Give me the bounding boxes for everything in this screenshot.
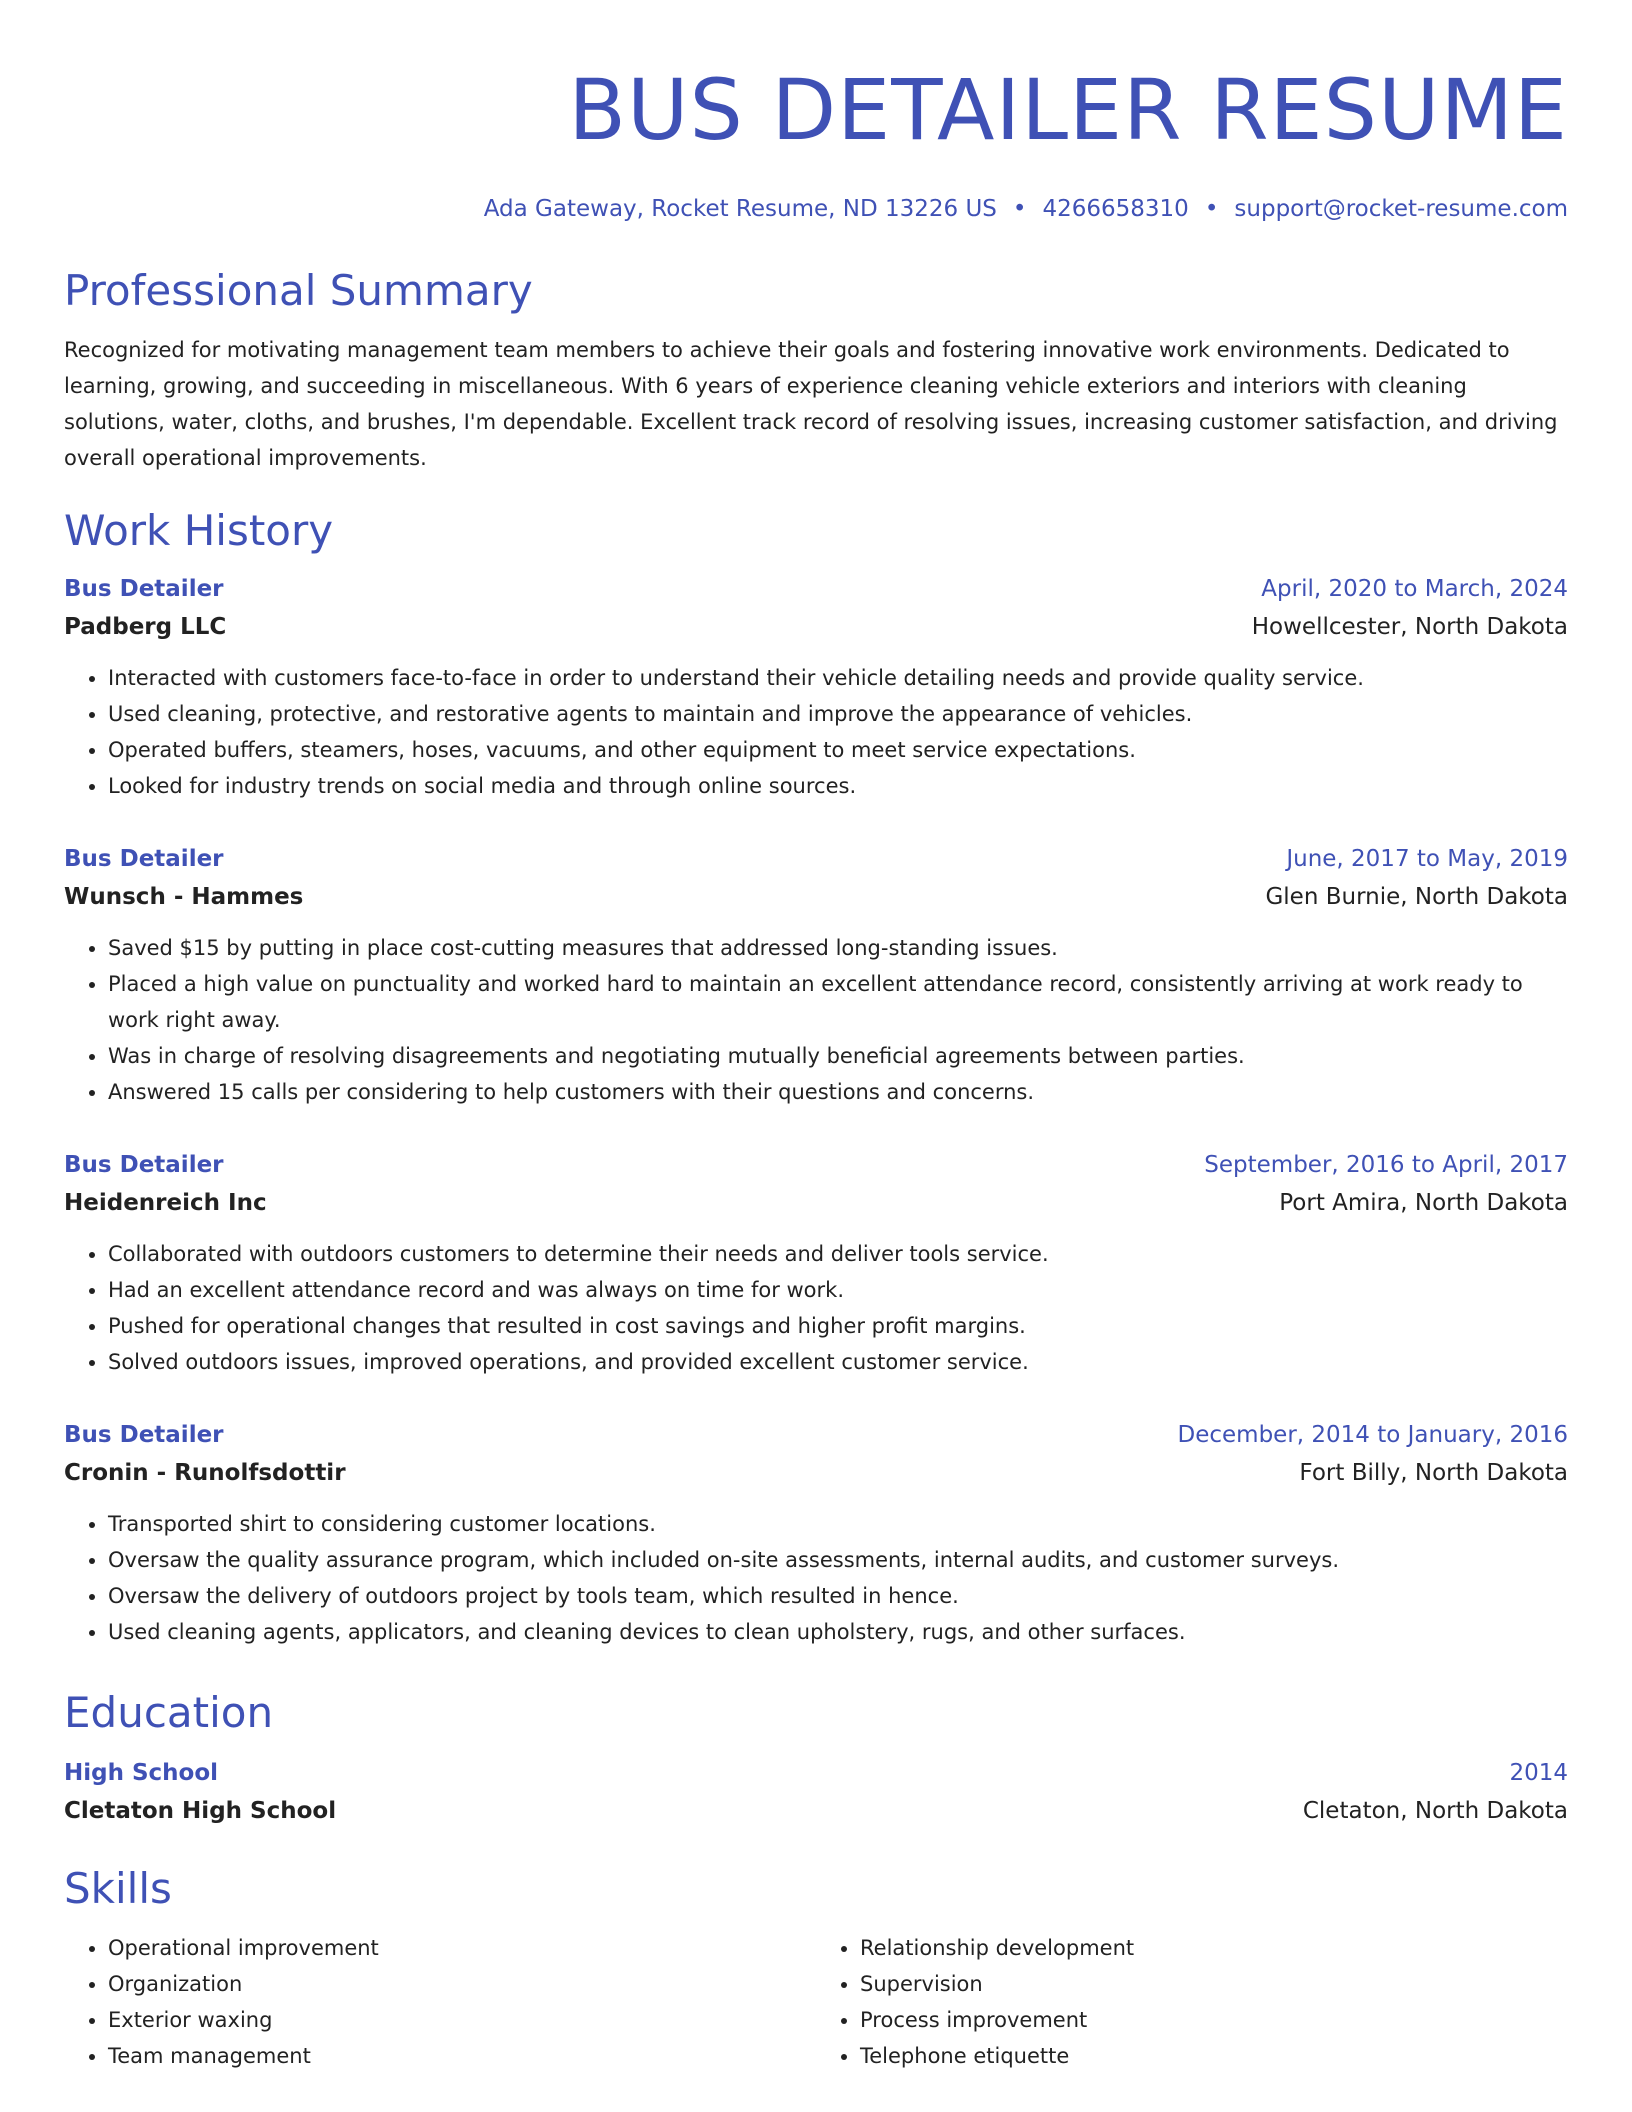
skills-heading: Skills xyxy=(64,1864,172,1913)
skills-column-left xyxy=(64,1930,816,2074)
job-bullet: • Collaborated with outdoors customers to determine their needs and deliver tools service. xyxy=(108,1236,1568,1272)
skill-item: • Supervision xyxy=(860,1966,1568,2002)
job-location: Glen Burnie, North Dakota xyxy=(1265,884,1568,910)
education-year: 2014 xyxy=(1509,1760,1568,1786)
skill-item: • Exterior waxing xyxy=(108,2002,816,2038)
job-entry xyxy=(64,1416,1568,1650)
education-school: Cletaton High School xyxy=(64,1798,337,1824)
job-bullets xyxy=(64,660,1568,804)
job-location: Port Amira, North Dakota xyxy=(1279,1190,1568,1216)
job-company: Heidenreich Inc xyxy=(64,1190,267,1216)
job-company: Cronin - Runolfsdottir xyxy=(64,1460,346,1486)
job-title: Bus Detailer xyxy=(64,576,224,602)
job-bullet: • Pushed for operational changes that resulted in cost savings and higher profit margins. xyxy=(108,1308,1568,1344)
skills-column-right xyxy=(816,1930,1568,2074)
job-bullet: • Was in charge of resolving disagreements and negotiating mutually beneficial agreements between parties. xyxy=(108,1038,1568,1074)
education-heading: Education xyxy=(64,1688,274,1737)
job-entry xyxy=(64,1146,1568,1380)
job-bullet: • Solved outdoors issues, improved operations, and provided excellent customer service. xyxy=(108,1344,1568,1380)
job-company: Padberg LLC xyxy=(64,614,227,640)
skill-item: • Team management xyxy=(108,2038,816,2074)
job-bullets xyxy=(64,930,1568,1110)
job-dates: April, 2020 to March, 2024 xyxy=(1261,576,1568,602)
job-bullet: • Had an excellent attendance record and was always on time for work. xyxy=(108,1272,1568,1308)
skill-item: • Telephone etiquette xyxy=(860,2038,1568,2074)
job-dates: June, 2017 to May, 2019 xyxy=(1286,846,1568,872)
job-bullets xyxy=(64,1506,1568,1650)
summary-heading: Professional Summary xyxy=(64,266,533,315)
work-history-heading: Work History xyxy=(64,506,334,555)
contact-separator: • xyxy=(1012,196,1027,222)
resume-name: BUS DETAILER RESUME xyxy=(568,61,1568,159)
job-location: Fort Billy, North Dakota xyxy=(1299,1460,1568,1486)
job-bullet: • Placed a high value on punctuality and worked hard to maintain an excellent attendance record, consistently arriving at work ready to work right away. xyxy=(108,966,1568,1038)
job-bullet: • Interacted with customers face-to-face in order to understand their vehicle detailing needs and provide quality service. xyxy=(108,660,1568,696)
skill-item: • Organization xyxy=(108,1966,816,2002)
job-bullet: • Oversaw the quality assurance program, which included on-site assessments, internal audits, and customer surveys. xyxy=(108,1542,1568,1578)
job-bullet: • Looked for industry trends on social media and through online sources. xyxy=(108,768,1568,804)
summary-text: Recognized for motivating management team members to achieve their goals and fostering innovative work environments. Dedicated to learning, growing, and succeeding in miscellaneous. With 6 years of experience cleaning vehicle exteriors and interiors with cleaning solutions, water, cloths, and brushes, I'm dependable. Excellent track record of resolving issues, increasing customer satisfaction, and driving overall operational improvements. xyxy=(64,338,1558,470)
job-title: Bus Detailer xyxy=(64,1152,224,1178)
education-location: Cletaton, North Dakota xyxy=(1302,1798,1568,1824)
education-entry xyxy=(64,1754,1568,1830)
job-title: Bus Detailer xyxy=(64,846,224,872)
education-degree: High School xyxy=(64,1760,219,1786)
job-company: Wunsch - Hammes xyxy=(64,884,304,910)
job-bullet: • Used cleaning, protective, and restorative agents to maintain and improve the appearance of vehicles. xyxy=(108,696,1568,732)
contact-separator: • xyxy=(1204,196,1219,222)
job-dates: December, 2014 to January, 2016 xyxy=(1177,1422,1568,1448)
job-location: Howellcester, North Dakota xyxy=(1251,614,1568,640)
contact-email: support@rocket-resume.com xyxy=(1234,196,1568,222)
skill-item: • Operational improvement xyxy=(108,1930,816,1966)
skill-item: • Relationship development xyxy=(860,1930,1568,1966)
job-bullet: • Saved $15 by putting in place cost-cutting measures that addressed long-standing issues. xyxy=(108,930,1568,966)
job-title: Bus Detailer xyxy=(64,1422,224,1448)
resume-header xyxy=(64,60,1568,222)
job-entry xyxy=(64,840,1568,1110)
job-bullet: • Answered 15 calls per considering to help customers with their questions and concerns. xyxy=(108,1074,1568,1110)
contact-line xyxy=(64,196,1568,222)
job-bullet: • Transported shirt to considering customer locations. xyxy=(108,1506,1568,1542)
job-bullet: • Used cleaning agents, applicators, and cleaning devices to clean upholstery, rugs, and other surfaces. xyxy=(108,1614,1568,1650)
contact-address: Ada Gateway, Rocket Resume, ND 13226 US xyxy=(483,196,997,222)
skills-list xyxy=(64,1930,1568,2074)
contact-phone: 4266658310 xyxy=(1042,196,1189,222)
skill-item: • Process improvement xyxy=(860,2002,1568,2038)
job-bullet: • Oversaw the delivery of outdoors project by tools team, which resulted in hence. xyxy=(108,1578,1568,1614)
job-bullet: • Operated buffers, steamers, hoses, vacuums, and other equipment to meet service expectations. xyxy=(108,732,1568,768)
job-dates: September, 2016 to April, 2017 xyxy=(1204,1152,1568,1178)
job-bullets xyxy=(64,1236,1568,1380)
job-entry xyxy=(64,570,1568,804)
